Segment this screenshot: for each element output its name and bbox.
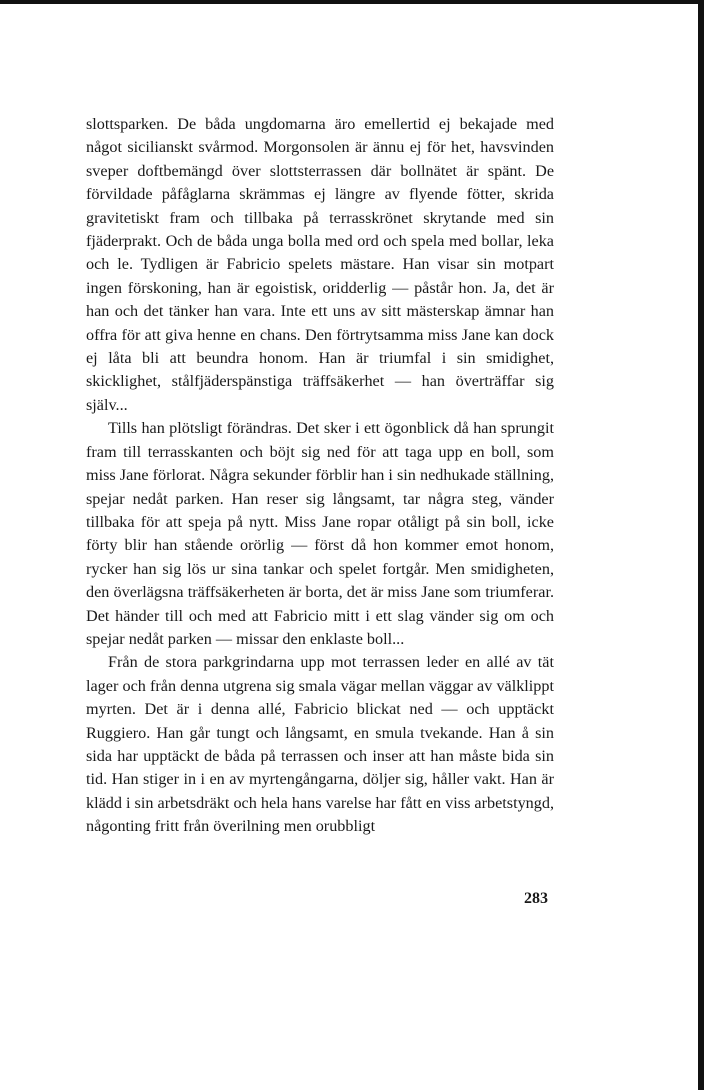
page-number: 283 xyxy=(524,890,548,907)
paragraph: Från de stora parkgrindarna upp mot terrassen leder en allé av tät lager och från denna utgrena sig smala vägar mellan väggar av välklippt myrten. Det är i denna allé, Fabricio blickat ned — och upptäckt Ruggiero. Han går tungt och långsamt, en smula tvekande. Han å sin sida har upptäckt de båda på terrassen och inser att han måste bida sin tid. Han stiger in i en av myrtengångarna, döljer sig, håller vakt. Han är klädd i sin arbetsdräkt och hela hans varelse har fått en viss arbetstyngd, någonting fritt från överilning men orubbligt xyxy=(86,653,554,836)
scan-edge-top xyxy=(0,0,704,4)
paragraph: Tills han plötsligt förändras. Det sker i ett ögonblick då han sprungit fram till terrasskanten och böjt sig ned för att taga upp en boll, som miss Jane förlorat. Några sekunder förblir han i sin nedhukade ställning, spejar nedåt parken. Han reser sig långsamt, tar några steg, vänder tillbaka för att speja på nytt. Miss Jane ropar otåligt på sin boll, icke förty blir han stående orörlig — först då hon kommer emot honom, rycker han sig lös ur sina tankar och spelet fortgår. Men smidigheten, den överlägsna träffsäkerheten är borta, det är miss Jane som triumferar. Det händer till och med att Fabricio mitt i ett slag vänder sig om och spejar nedåt parken — missar den enklaste boll... xyxy=(86,419,554,648)
scan-edge-right xyxy=(698,0,704,1090)
paragraph: slottsparken. De båda ungdomarna äro emellertid ej bekajade med något sicilianskt svårmod. Morgonsolen är ännu ej för het, havsvinden sveper doftbemängd över slottsterrassen där bollnätet är spänt. De förvildade påfåglarna skrämmas ej längre av flyende fötter, skrida gravitetiskt fram och tillbaka på terrasskrönet skrytande med sin fjäderprakt. Och de båda unga bolla med ord och spela med bollar, leka och le. Tydligen är Fabricio spelets mästare. Han visar sin motpart ingen förskoning, han är egoistisk, oridderlig — påstår hon. Ja, det är han och det tänker han vara. Inte ett uns av sitt mästerskap ämnar han offra för att giva henne en chans. Den förtrytsamma miss Jane kan dock ej låta bli att beundra honom. Han är triumfal i sin smidighet, skicklighet, stålfjäderspänstiga träffsäkerhet — han överträffar sig själv... xyxy=(86,115,554,414)
page-body xyxy=(86,113,554,839)
